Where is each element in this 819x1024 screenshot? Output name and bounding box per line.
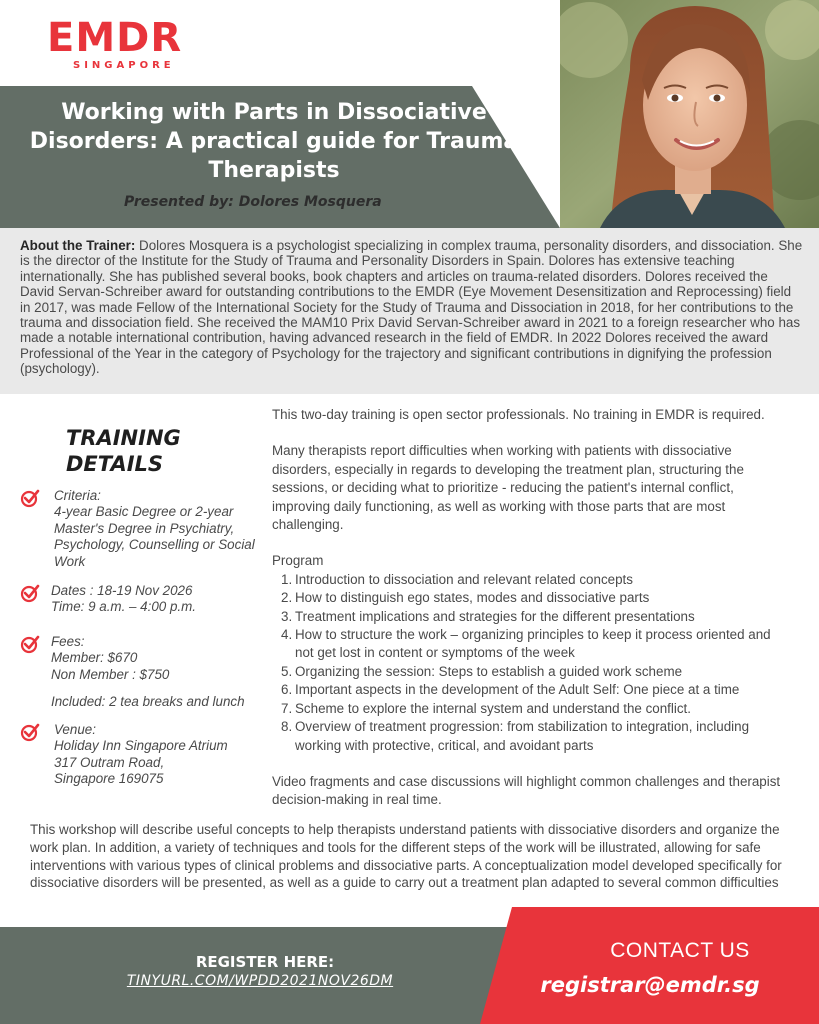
program-item: 6. Important aspects in the development of the Adult Self: One piece at a time xyxy=(281,682,740,698)
training-description xyxy=(272,406,792,828)
training-title-line1: TRAINING xyxy=(66,426,181,450)
criteria-value: 4-year Basic Degree or 2-year Master's Degree in Psychiatry, Psychology, Counselling or Social Work xyxy=(54,504,255,569)
included-text: Included: 2 tea breaks and lunch xyxy=(51,694,245,709)
presenter: Presented by: Dolores Mosquera xyxy=(124,194,382,210)
logo-sub: SINGAPORE xyxy=(73,60,175,71)
program-item: 8. Overview of treatment progression: from stabilization to integration, including working with protective, critical, and avoidant parts xyxy=(281,719,750,753)
time-value: Time: 9 a.m. – 4:00 p.m. xyxy=(51,599,197,615)
check-circle-icon xyxy=(20,634,40,654)
fees-detail xyxy=(20,634,260,686)
dates-detail xyxy=(20,583,260,619)
program-list xyxy=(272,571,792,755)
dates-value: Dates : 18-19 Nov 2026 xyxy=(51,583,193,598)
venue-detail xyxy=(20,722,260,790)
program-label: Program xyxy=(272,553,324,569)
venue-city: Singapore 169075 xyxy=(54,771,164,787)
fees-text xyxy=(51,634,261,683)
register-link[interactable]: TINYURL.COM/WPDD2021NOV26DM xyxy=(126,973,394,989)
program-item: 2. How to distinguish ego states, modes and dissociative parts xyxy=(281,590,650,606)
about-label: About the Trainer: xyxy=(20,238,136,253)
difficulties-text: Many therapists report difficulties when working with patients with dissociative disorders, especially in regards to developing the treatment plan, structuring the sessions, or deciding what to prioritize - reducing the patient's internal conflict, improving daily functioning, as well as working with those parts that are most challenging. xyxy=(272,443,744,533)
venue-name: Holiday Inn Singapore Atrium xyxy=(54,738,228,754)
program-item: 7. Scheme to explore the internal system and understand the conflict. xyxy=(281,700,691,716)
training-details-title xyxy=(66,425,181,477)
contact-email-link[interactable]: registrar@emdr.sg xyxy=(540,973,760,997)
criteria-text xyxy=(54,488,264,570)
emdr-logo xyxy=(47,15,207,78)
program-item: 3. Treatment implications and strategies for the different presentations xyxy=(281,608,695,624)
footer xyxy=(0,907,819,1024)
intro-text: This two-day training is open sector professionals. No training in EMDR is required. xyxy=(272,407,765,422)
footer-shapes xyxy=(0,907,819,1024)
page-title: Working with Parts in Dissociative Disorders: A practical guide for Trauma Therapists xyxy=(29,100,519,183)
fee-non-member: Non Member : $750 xyxy=(51,666,170,682)
register-label: REGISTER HERE: xyxy=(195,953,335,971)
program-item: 5. Organizing the session: Steps to establish a guided work scheme xyxy=(281,663,683,679)
check-circle-icon xyxy=(20,722,40,742)
logo-word: EMDR xyxy=(47,15,183,61)
venue-label: Venue: xyxy=(54,722,96,737)
fee-member: Member: $670 xyxy=(51,650,138,666)
about-trainer xyxy=(0,228,819,394)
about-text: Dolores Mosquera is a psychologist specializing in complex trauma, personality disorders, and dissociation. She is the director of the Institute for the Study of Trauma and Personality Disorders in Spain. Dolores has extensive teaching internationally. She has published several books, book chapters and articles on trauma-related disorders. Dolores received the David Servan-Schreiber award for outstanding contributions to the EMDR (Eye Movement Desensitization and Reprocessing) field in 2017, was made Fellow of the International Society for the Study of Trauma and Dissociation in 2018, for her contributions to the trauma and dissociation field. She received the MAM10 Prix David Servan-Schreiber award in 2021 to a foreign researcher who has made a notable international contribution, having advanced research in the field of EMDR. In 2022 Dolores received the award Professional of the Year in the category of Psychology for the trajectory and significant contributions in dignifying the profession (psychology). xyxy=(20,238,803,377)
program-item: 4. How to structure the work – organizing principles to keep it process oriented and not get lost in content or symptoms of the week xyxy=(281,627,771,661)
header xyxy=(0,0,819,228)
dates-text xyxy=(51,583,261,616)
check-circle-icon xyxy=(20,488,40,508)
training-title-line2: DETAILS xyxy=(66,452,164,476)
venue-street: 317 Outram Road, xyxy=(54,754,165,770)
criteria-label: Criteria: xyxy=(54,488,101,503)
venue-text xyxy=(54,722,264,788)
included-detail xyxy=(20,694,260,712)
video-text: Video fragments and case discussions will highlight common challenges and therapist decision-making in real time. xyxy=(272,773,781,808)
contact-label: CONTACT US xyxy=(610,939,750,962)
criteria-detail xyxy=(20,488,260,568)
about-paragraph xyxy=(20,238,803,377)
program-item: 1. Introduction to dissociation and relevant related concepts xyxy=(281,571,633,587)
workshop-description: This workshop will describe useful concepts to help therapists understand patients with dissociative disorders and organize the work plan. In addition, a variety of techniques and tools for the different steps of the work will be illustrated, allowing for safe interventions with various types of clinical problems and dissociative parts. A conceptualization model developed specifically for dissociative disorders will be presented, as well as a guide to carry out a treatment plan adapted to several common difficulties xyxy=(30,822,782,891)
trainer-photo xyxy=(560,0,819,228)
title-band xyxy=(0,86,560,228)
check-circle-icon xyxy=(20,583,40,603)
fees-label: Fees: xyxy=(51,634,85,649)
